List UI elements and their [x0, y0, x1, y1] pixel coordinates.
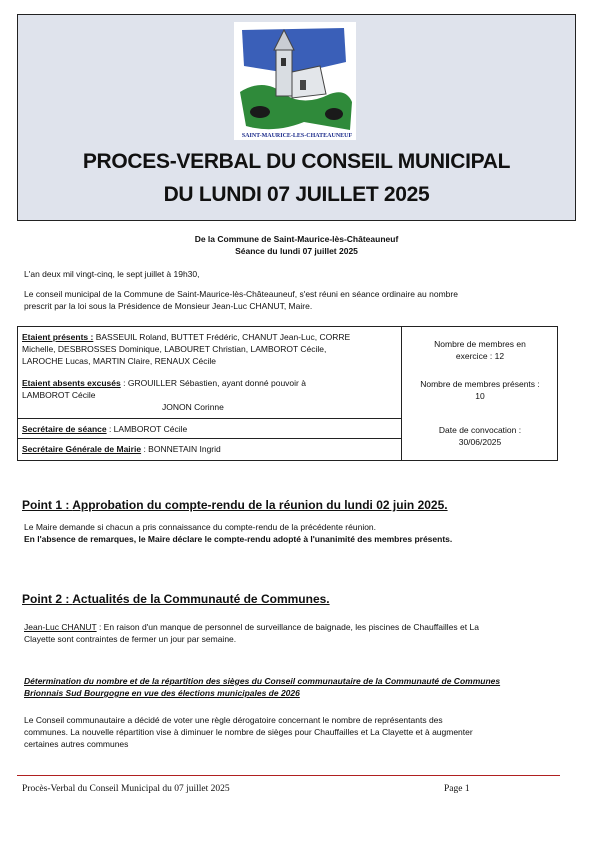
point-2-text-1-body: : En raison d'un manque de personnel de surveillance de baignade, les piscines de Chauffailles et La — [96, 622, 479, 632]
convocation-value: 30/06/2025 — [458, 437, 502, 447]
point-1-prefix: Point 1 : — [22, 498, 73, 512]
point-1-title: Approbation du compte-rendu de la réunion du lundi 02 juin 2025. — [72, 498, 448, 512]
footer-divider — [17, 775, 560, 776]
present-count-label: Nombre de membres présents : — [420, 379, 540, 389]
point-2-heading — [22, 592, 330, 606]
logo-caption: SAINT-MAURICE-LES-CHATEAUNEUF — [241, 133, 353, 139]
intro-date: L'an deux mil vingt-cinq, le sept juillet à 19h30, — [24, 269, 200, 279]
general-secretary — [22, 443, 397, 455]
secretary-value: : LAMBOROT Cécile — [106, 424, 188, 434]
intro-text-2: prescrit par la loi sous la Présidence de Monsieur Jean-Luc CHANUT, Maire. — [24, 301, 313, 311]
members-count — [404, 338, 556, 362]
point-2-prefix: Point 2 : — [22, 592, 73, 606]
session-secretary — [22, 423, 397, 435]
convocation-date — [404, 424, 556, 448]
members-label: Nombre de membres en — [434, 339, 526, 349]
convocation-label: Date de convocation : — [438, 425, 522, 435]
present-count — [404, 378, 556, 402]
secgen-value: : BONNETAIN Ingrid — [141, 444, 221, 454]
present-members — [22, 331, 397, 367]
absent-line-1: : GROUILLER Sébastien, ayant donné pouvoir à — [120, 378, 306, 388]
page-title-line1: PROCES-VERBAL DU CONSEIL MUNICIPAL — [82, 150, 511, 173]
absent-members — [22, 377, 397, 413]
point-1-text-1: Le Maire demande si chacun a pris connaissance du compte-rendu de la précédente réunion. — [24, 522, 377, 532]
point-2-text-2: Clayette sont contraintes de fermer un jour par semaine. — [24, 634, 237, 644]
point-1-heading — [22, 498, 448, 512]
point-2-para-3: certaines autres communes — [24, 739, 129, 749]
absent-line-2: LAMBOROT Cécile — [22, 390, 96, 400]
table-row-separator — [17, 418, 401, 419]
absent-label: Etaient absents excusés — [22, 378, 121, 388]
point-2-title: Actualités de la Communauté de Communes. — [72, 592, 330, 606]
point-2-para-2: communes. La nouvelle répartition vise à diminuer le nombre de sièges pour Chauffailles et La Clayette et à augmenter — [24, 727, 473, 737]
subtitle-session: Séance du lundi 07 juillet 2025 — [235, 246, 358, 256]
village-logo — [234, 22, 356, 140]
secretary-label: Secrétaire de séance — [22, 424, 107, 434]
present-line-3: LAROCHE Lucas, MARTIN Claire, RENAUX Cécile — [22, 356, 216, 366]
subtitle-commune: De la Commune de Saint-Maurice-lès-Châteauneuf — [194, 234, 399, 244]
point-2-para-1: Le Conseil communautaire a décidé de voter une règle dérogatoire concernant le nombre de représentants des — [24, 715, 443, 725]
present-line-2: Michelle, DESBROSSES Dominique, LABOURET Christian, LAMBOROT Cécile, — [22, 344, 327, 354]
present-line-1: BASSEUIL Roland, BUTTET Frédéric, CHANUT Jean-Luc, CORRE — [93, 332, 351, 342]
subsection-heading-2: Brionnais Sud Bourgogne en vue des élections municipales de 2026 — [24, 688, 300, 698]
speaker-name: Jean-Luc CHANUT — [24, 622, 97, 632]
table-divider — [401, 326, 402, 461]
present-count-value: 10 — [475, 391, 485, 401]
table-row-separator — [17, 438, 401, 439]
page-number: Page 1 — [444, 784, 470, 794]
footer-title: Procès-Verbal du Conseil Municipal du 07 juillet 2025 — [22, 784, 230, 794]
present-label: Etaient présents : — [22, 332, 94, 342]
intro-text-1: Le conseil municipal de la Commune de Saint-Maurice-lès-Châteauneuf, s'est réuni en séance ordinaire au nombre — [24, 289, 458, 299]
point-2-text-1 — [24, 621, 564, 633]
absent-line-3: JONON Corinne — [162, 402, 224, 412]
members-value: exercice : 12 — [455, 351, 505, 361]
page-title-line2: DU LUNDI 07 JUILLET 2025 — [163, 183, 430, 206]
subsection-heading-1: Détermination du nombre et de la répartition des sièges du Conseil communautaire de la Communauté de Communes — [24, 676, 501, 686]
point-1-text-2: En l'absence de remarques, le Maire déclare le compte-rendu adopté à l'unanimité des membres présents. — [24, 534, 453, 544]
church-logo-icon — [234, 22, 356, 140]
secgen-label: Secrétaire Générale de Mairie — [22, 444, 142, 454]
